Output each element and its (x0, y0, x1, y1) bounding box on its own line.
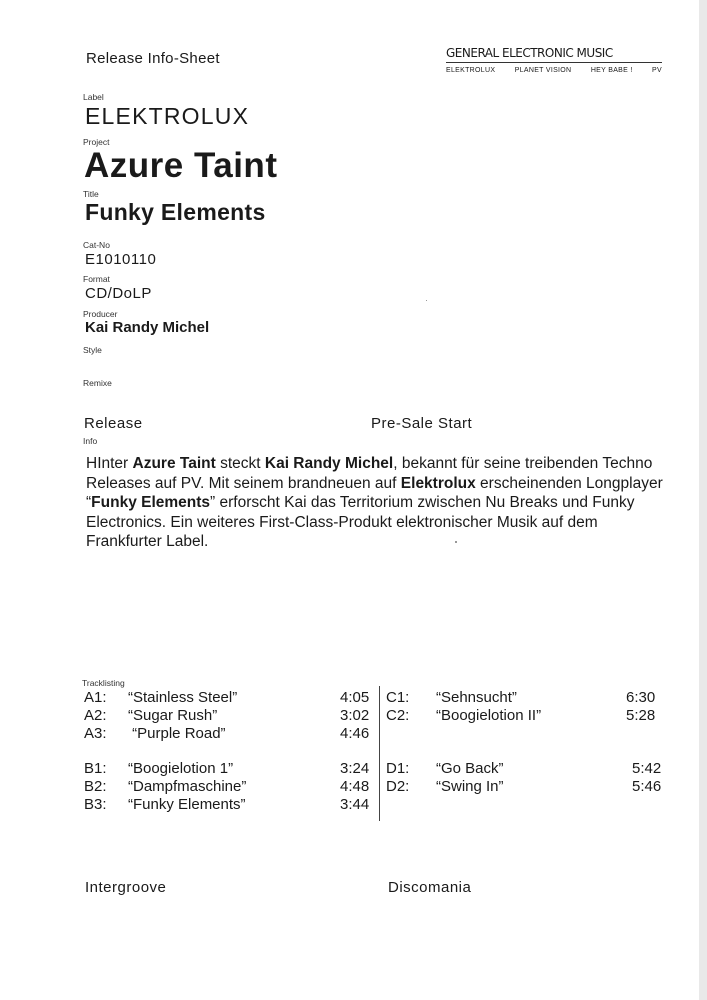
catno-caption: Cat-No (83, 240, 110, 250)
tracklist-left-titles-a (128, 689, 237, 743)
remixe-caption: Remixe (83, 378, 112, 388)
track-title-b2: “Dampfmaschine” (128, 778, 247, 795)
project-value: Azure Taint (84, 146, 278, 185)
format-caption: Format (83, 274, 110, 284)
brand-rule (446, 62, 662, 63)
track-title-a1: “Stainless Steel” (128, 689, 238, 706)
track-pos-c1: C1: (386, 689, 410, 706)
track-time-a1: 4:05 (340, 689, 370, 706)
track-title-b3: “Funky Elements” (128, 796, 246, 813)
sublabel-elektrolux: ELEKTROLUX (446, 67, 496, 74)
brand-block (446, 46, 662, 74)
sublabel-hey-babe: HEY BABE ! (590, 67, 633, 74)
track-time-d2: 5:46 (632, 778, 662, 795)
label-caption: Label (83, 92, 104, 102)
track-time-b2: 4:48 (340, 778, 370, 795)
info-text-5: ” erforscht Kai das Territorium zwischen Nu Breaks und Funky Electronics. Ein weiteres First-Class-Produkt elektronischer Musik auf dem Frankfurter Label. (86, 494, 635, 550)
track-title-b1: “Boogielotion 1” (128, 760, 234, 777)
producer-caption: Producer (83, 309, 118, 319)
tracklist-right-times-d (632, 760, 661, 796)
tracklist-right-titles-c (436, 689, 541, 725)
track-pos-b2: B2: (84, 778, 107, 795)
tracklist-left-times-a (340, 689, 369, 743)
info-text-1: HInter (86, 455, 133, 472)
scan-speck (455, 541, 457, 543)
info-caption: Info (83, 436, 98, 446)
info-text-4: erscheinenden Longplayer “ (86, 474, 663, 511)
track-pos-b1: B1: (84, 760, 107, 777)
release-label: Release (84, 415, 143, 432)
distributor-discomania: Discomania (388, 879, 472, 896)
track-title-a3: “Purple Road” (128, 725, 226, 742)
info-text-2: steckt (215, 455, 265, 472)
producer-value: Kai Randy Michel (85, 319, 210, 336)
label-value: ELEKTROLUX (85, 103, 250, 129)
track-title-a2: “Sugar Rush” (128, 707, 218, 724)
track-time-d1: 5:42 (632, 760, 662, 777)
track-title-d2: “Swing In” (436, 778, 504, 795)
info-label: Elektrolux (400, 474, 476, 492)
tracklist-divider (379, 686, 380, 821)
brand-name: GENERAL ELECTRONIC MUSIC (446, 46, 613, 60)
tracklist-left-positions-b (84, 760, 107, 814)
brand-sublabels (446, 67, 662, 74)
info-album: Funky Elements (91, 494, 211, 511)
track-pos-b3: B3: (84, 796, 107, 813)
project-caption: Project (83, 137, 110, 147)
tracklist-right-positions-d (386, 760, 409, 796)
track-time-c2: 5:28 (626, 707, 656, 724)
track-time-c1: 6:30 (626, 689, 656, 706)
track-time-b1: 3:24 (340, 760, 370, 777)
track-title-c2: “Boogielotion II” (436, 707, 542, 724)
track-pos-a1: A1: (84, 689, 107, 706)
info-paragraph (86, 454, 676, 552)
style-caption: Style (83, 345, 102, 355)
format-value: CD/DoLP (85, 285, 152, 302)
track-time-a2: 3:02 (340, 707, 370, 724)
tracklist-right-times-c (626, 689, 655, 725)
tracklist-right-positions-c (386, 689, 409, 725)
scan-speck (426, 300, 427, 301)
tracklisting-caption: Tracklisting (82, 678, 125, 688)
title-value: Funky Elements (85, 199, 266, 225)
track-pos-d2: D2: (386, 778, 410, 795)
tracklist-left-positions-a (84, 689, 107, 743)
page-edge-shadow (699, 0, 707, 1000)
info-artist: Azure Taint (132, 455, 216, 472)
track-time-b3: 3:44 (340, 796, 370, 813)
presale-label: Pre-Sale Start (371, 415, 473, 432)
track-title-d1: “Go Back” (436, 760, 504, 777)
sheet-title: Release Info-Sheet (86, 50, 220, 67)
tracklist-left-times-b (340, 760, 369, 814)
title-caption: Title (83, 189, 99, 199)
track-pos-d1: D1: (386, 760, 410, 777)
sublabel-planet-vision: PLANET VISION (514, 67, 572, 74)
track-pos-a3: A3: (84, 725, 107, 742)
tracklist-right-titles-d (436, 760, 504, 796)
track-pos-c2: C2: (386, 707, 410, 724)
track-pos-a2: A2: (84, 707, 107, 724)
sublabel-pv: PV (652, 67, 662, 74)
tracklist-left-titles-b (128, 760, 246, 814)
track-time-a3: 4:46 (340, 725, 370, 742)
distributor-intergroove: Intergroove (85, 879, 167, 896)
info-producer: Kai Randy Michel (264, 455, 394, 472)
catno-value: E1010110 (85, 251, 157, 268)
info-text-3: , bekannt für seine treibenden Techno Releases auf PV. Mit seinem brandneuen auf (86, 455, 653, 492)
track-title-c1: “Sehnsucht” (436, 689, 517, 706)
